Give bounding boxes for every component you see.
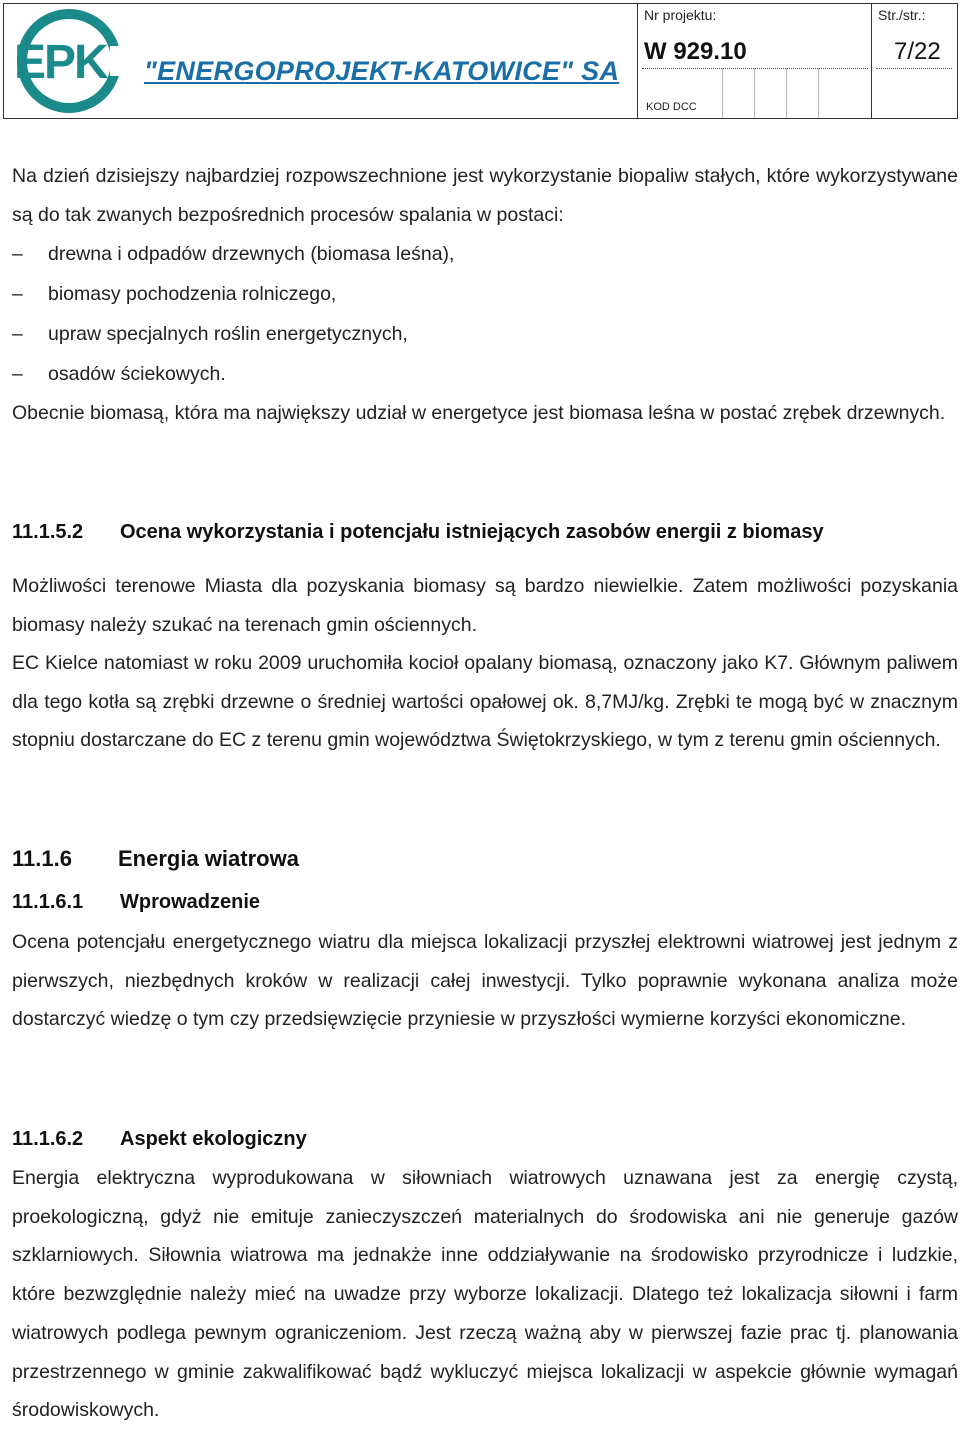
section-number: 11.1.6: [12, 846, 72, 871]
wind-intro-paragraph: Ocena potencjału energetycznego wiatru dla miejsca lokalizacji przyszłej elektrowni wiatrowej jest jednym z pierwszych, niezbędnych kroków w realizacji całej inwestycji. Tylko poprawnie wykonana analiza może dostarczyć wiedzę o tym czy przedsięwzięcie przyniesie w przyszłości wymierne korzyści ekonomiczne.: [12, 931, 958, 1031]
section-heading-11-1-6-2: [12, 1128, 307, 1151]
list-item: [12, 354, 952, 394]
logo-text: EPK: [14, 36, 107, 89]
dotted-divider: [642, 68, 868, 69]
section-number: 11.1.6.1: [12, 891, 84, 913]
list-item-text: biomasy pochodzenia rolniczego,: [48, 283, 337, 305]
page-number: 7/22: [894, 38, 941, 65]
ecology-paragraph: Energia elektryczna wyprodukowana w siłowniach wiatrowych uznawana jest za energię czystą, proekologiczną, gdyż nie emituje zanieczyszczeń materialnych do środowiska ani nie generuje gazów szklarniowych. Siłownia wiatrowa ma jednakże inne oddziaływanie na środowisko przyrodnicze i ludzkie, które bezwzględnie należy mieć na uwadze przy wyborze lokalizacji. Dlatego też lokalizacja siłowni i farm wiatrowych podlega pewnym ograniczeniom. Jest rzeczą ważną aby w pierwszej fazie prac tj. planowania przestrzennego w gminie zakwalifikować bądź wykluczyć miejsca lokalizacji w aspekcie głównie wymagań środowiskowych.: [12, 1167, 958, 1422]
kod-dcc-label: KOD DCC: [646, 101, 697, 113]
section-title: Wprowadzenie: [120, 891, 261, 913]
list-item-text: osadów ściekowych.: [48, 363, 226, 385]
list-dash: –: [12, 363, 23, 385]
section-heading-11-1-6-1: [12, 891, 261, 914]
section-heading-11-1-6: [12, 846, 299, 872]
list-item-text: upraw specjalnych roślin energetycznych,: [48, 323, 408, 345]
epk-logo: [10, 6, 128, 116]
logo-cell: [4, 4, 638, 118]
dotted-divider: [876, 68, 952, 69]
intro-paragraph: Na dzień dzisiejszy najbardziej rozpowszechnione jest wykorzystanie biopaliw stałych, które wykorzystywane są do tak zwanych bezpośrednich procesów spalania w postaci:: [12, 165, 958, 226]
project-label: Nr projektu:: [644, 7, 717, 23]
kod-divider: [722, 68, 723, 118]
biomass-paragraph-1: Możliwości terenowe Miasta dla pozyskania biomasy są bardzo niewielkie. Zatem możliwości pozyskania biomasy należy szukać na terenach gmin ościennych.: [12, 575, 958, 636]
project-number: W 929.10: [644, 38, 747, 65]
list-item-text: drewna i odpadów drzewnych (biomasa leśna),: [48, 243, 455, 265]
section-title: Ocena wykorzystania i potencjału istniejących zasobów energii z biomasy: [120, 521, 824, 543]
section-number: 11.1.5.2: [12, 521, 84, 543]
list-item: [12, 274, 952, 314]
page-label: Str./str.:: [878, 7, 926, 23]
list-dash: –: [12, 283, 23, 305]
biomass-paragraph-2: EC Kielce natomiast w roku 2009 uruchomiła kocioł opalany biomasą, oznaczony jako K7. Głównym paliwem dla tego kotła są zrębki drzewne o średniej wartości opałowej ok. 8,7MJ/kg. Zrębki te mogą być w znacznym stopniu dostarczane do EC z terenu gmin województwa Świętokrzyskiego, w tym z terenu gmin ościennych.: [12, 652, 958, 752]
section-heading-11-1-5-2: [12, 521, 824, 544]
section-title: Energia wiatrowa: [118, 846, 299, 871]
section-number: 11.1.6.2: [12, 1128, 84, 1150]
company-name: "ENERGOPROJEKT-KATOWICE" SA: [144, 56, 620, 86]
list-item: [12, 314, 952, 354]
list-item: [12, 234, 952, 274]
biomass-share-paragraph: Obecnie biomasą, która ma największy udział w energetyce jest biomasa leśna w postać zrębek drzewnych.: [12, 402, 946, 424]
biofuel-list: [12, 234, 952, 394]
document-header: [3, 3, 958, 119]
page-number-cell: [872, 4, 957, 118]
list-dash: –: [12, 323, 23, 345]
kod-divider: [754, 68, 755, 118]
list-dash: –: [12, 243, 23, 265]
section-title: Aspekt ekologiczny: [120, 1128, 307, 1150]
kod-divider: [818, 68, 819, 118]
kod-divider: [786, 68, 787, 118]
project-number-cell: [638, 4, 872, 118]
